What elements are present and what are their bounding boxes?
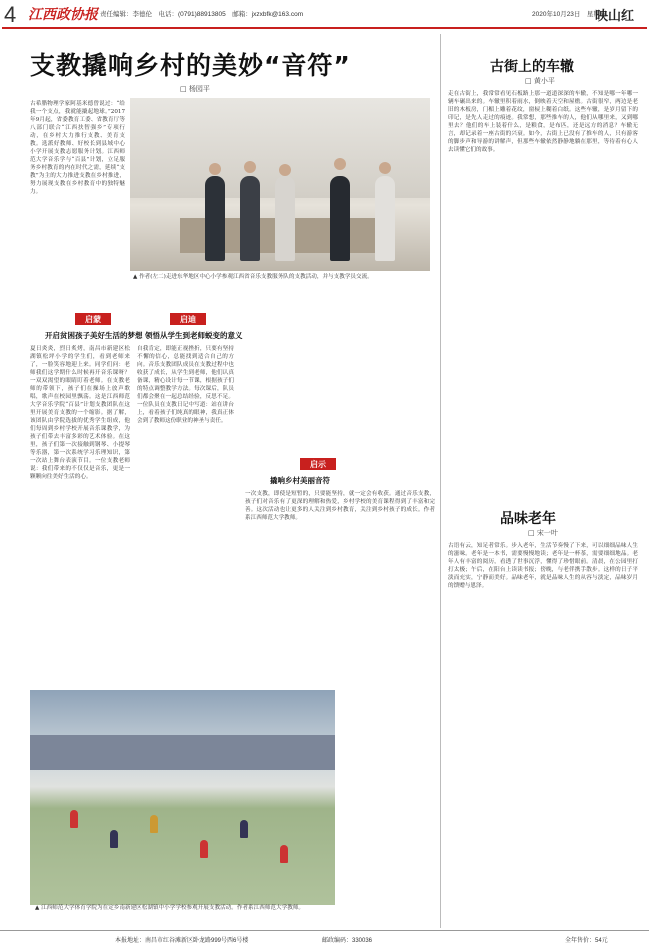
section-badge: 启示 (300, 458, 336, 470)
footer-postal-code: 邮政编码：330036 (322, 938, 373, 944)
main-photo-caption: ▲ 作者(左二)走进东华地区中心小学参观江西省音乐支教服务队的支教活动，并与支教学员交流。 (133, 274, 373, 280)
main-article-author: □ 杨园平 (180, 85, 210, 93)
section-subtitle: 开启贫困孩子美好生活的梦想 (45, 331, 143, 340)
section-badge: 启迪 (170, 313, 206, 325)
main-photo (130, 98, 430, 271)
section-text: 夏日炎炎，烈日炙烤，南昌市新建区松湖镇松坪小学的学生们，看到老师来了，一脸笑容地迎上来。同学们问：老师我们这学期什么时候再开音乐课呀？一双双渴望的眼睛盯着老师。在支教老师的带领下，孩子们在操场上放声歌唱，歌声在校园里飘荡。这是江西师范大学音乐学院“百县”计划支教团队在这里开展美育支教的一个缩影。据了解，该团队由学院选拔的优秀学生组成，他们每周到乡村学校开展音乐课教学，为孩子们带去丰富多彩的艺术体验。在这里，孩子们第一次接触到钢琴、小提琴等乐器，第一次系统学习乐理知识，第一次站上舞台表演节目。一位支教老师说：我们带来的不仅仅是音乐，更是一颗颗向往美好生活的心。 (30, 346, 130, 480)
section-badge: 启蒙 (75, 313, 111, 325)
section-subtitle: 撬响乡村美丽音符 (270, 476, 330, 485)
right-article-title: 品味老年 (500, 511, 556, 527)
masthead-rule (2, 27, 647, 29)
right-article-text: 古语有云，知足者常乐。步入老年，生活节奏慢了下来，可以细细品味人生的滋味。老年是一本书，需要慢慢地读；老年是一杯茶，需要细细地品。老年人有丰富的阅历，看透了世事沉浮，懂得了珍惜眼前。清晨，在公园里打打太极；午后，在阳台上读读书报；傍晚，与老伴携手散步。这样的日子平淡而充实，宁静而美好。品味老年，就是品味人生的从容与淡定，品味岁月的馈赠与恩泽。 (448, 543, 638, 589)
right-article-author: □ 宋一叶 (528, 529, 558, 537)
right-article-text: 走在古街上，我常常看见石板路上那一道道深深的车辙，不知是哪一年哪一辆车碾出来的。车辙里积着雨水，倒映着天空和屋檐。古街很窄，两边是老旧的木板房，门楣上雕着花纹，窗棂上糊着白纸。这些车辙，是岁月留下的印记，是先人走过的痕迹。我常想，那些推车的人，他们从哪里来，又到哪里去？他们的车上装着什么，是粮食，是布匹，还是远方的消息？车辙无言，却记录着一座古街的兴衰。如今，古街上已没有了推车的人，只有游客的脚步声和导游的讲解声，但那些车辙依然静静地躺在那里，等待着有心人去读懂它们的故事。 (448, 91, 638, 153)
editor-info: 责任编辑：李德伦 电话：(0791)88913805 邮箱：jxzxbfk@163.com (100, 11, 304, 18)
footer-address: 本报地址：南昌市红谷滩新区卧龙路999号西6号楼 (115, 938, 249, 944)
masthead (0, 0, 649, 28)
right-article-author: □ 黄小平 (525, 77, 555, 85)
main-article-lead: 古希腊物理学家阿基米德曾说过：“给我一个支点，我就能撬起地球。”2017年9月起，省委教育工委、省教育厅等八部门联合“江西扶智强乡”专项行动，在乡村大力推行支教、美育支教。选派好教师、好校长到县域中心小学开展支教志愿服务计划。江西师范大学音乐学与“百县”计划，立足服务乡村教育的内在时代之需，延续“支教”为主的大力推进支教在乡村推进，努力展现支教在乡村教育中的独特魅力。 (30, 101, 125, 195)
page-number: 4 (4, 2, 17, 27)
issue-date: 2020年10月23日 星期五 (532, 11, 607, 18)
section-text: 一次支教，即使是短暂的，只要能坚持，就一定会有收获。通过音乐支教，孩子们对音乐有了更深的理解和热爱，乡村学校的美育课程得到了丰富和完善。这次活动也让更多的人关注到乡村教育，关注到乡村孩子的成长。作者系江西师范大学教师。 (245, 491, 435, 521)
section-subtitle: 领悟从学生到老师蜕变的意义 (145, 331, 243, 340)
footer-price: 全年售价：54元 (565, 938, 608, 944)
field-photo (30, 690, 335, 905)
right-article-title: 古街上的车辙 (490, 59, 574, 75)
footer (0, 930, 649, 946)
main-article-title: 支教撬响乡村的美妙“音符” (30, 51, 351, 80)
paper-logo: 江西政协报 (28, 7, 98, 23)
column-divider (440, 34, 441, 928)
field-photo-caption: ▲ 江西师范大学体育学院为在定乡南新建区松湖镇中小学学校参观开展支教活动。作者系江西师范大学教师。 (35, 905, 304, 911)
section-name: 映山红 (595, 9, 635, 24)
section-text: 自我肯定，即能正视挫折，只要有坚持不懈的信心，总能找到适合自己的方向。音乐支教团队成员在支教过程中也收获了成长，从学生到老师，他们认真备课，精心设计每一节课，根据孩子们的特点调整教学方法。每次课后，队员们都会聚在一起总结经验，反思不足。一位队员在支教日记中写道：站在讲台上，看着孩子们纯真的眼神，我真正体会到了教师这份职业的神圣与责任。 (137, 346, 234, 424)
